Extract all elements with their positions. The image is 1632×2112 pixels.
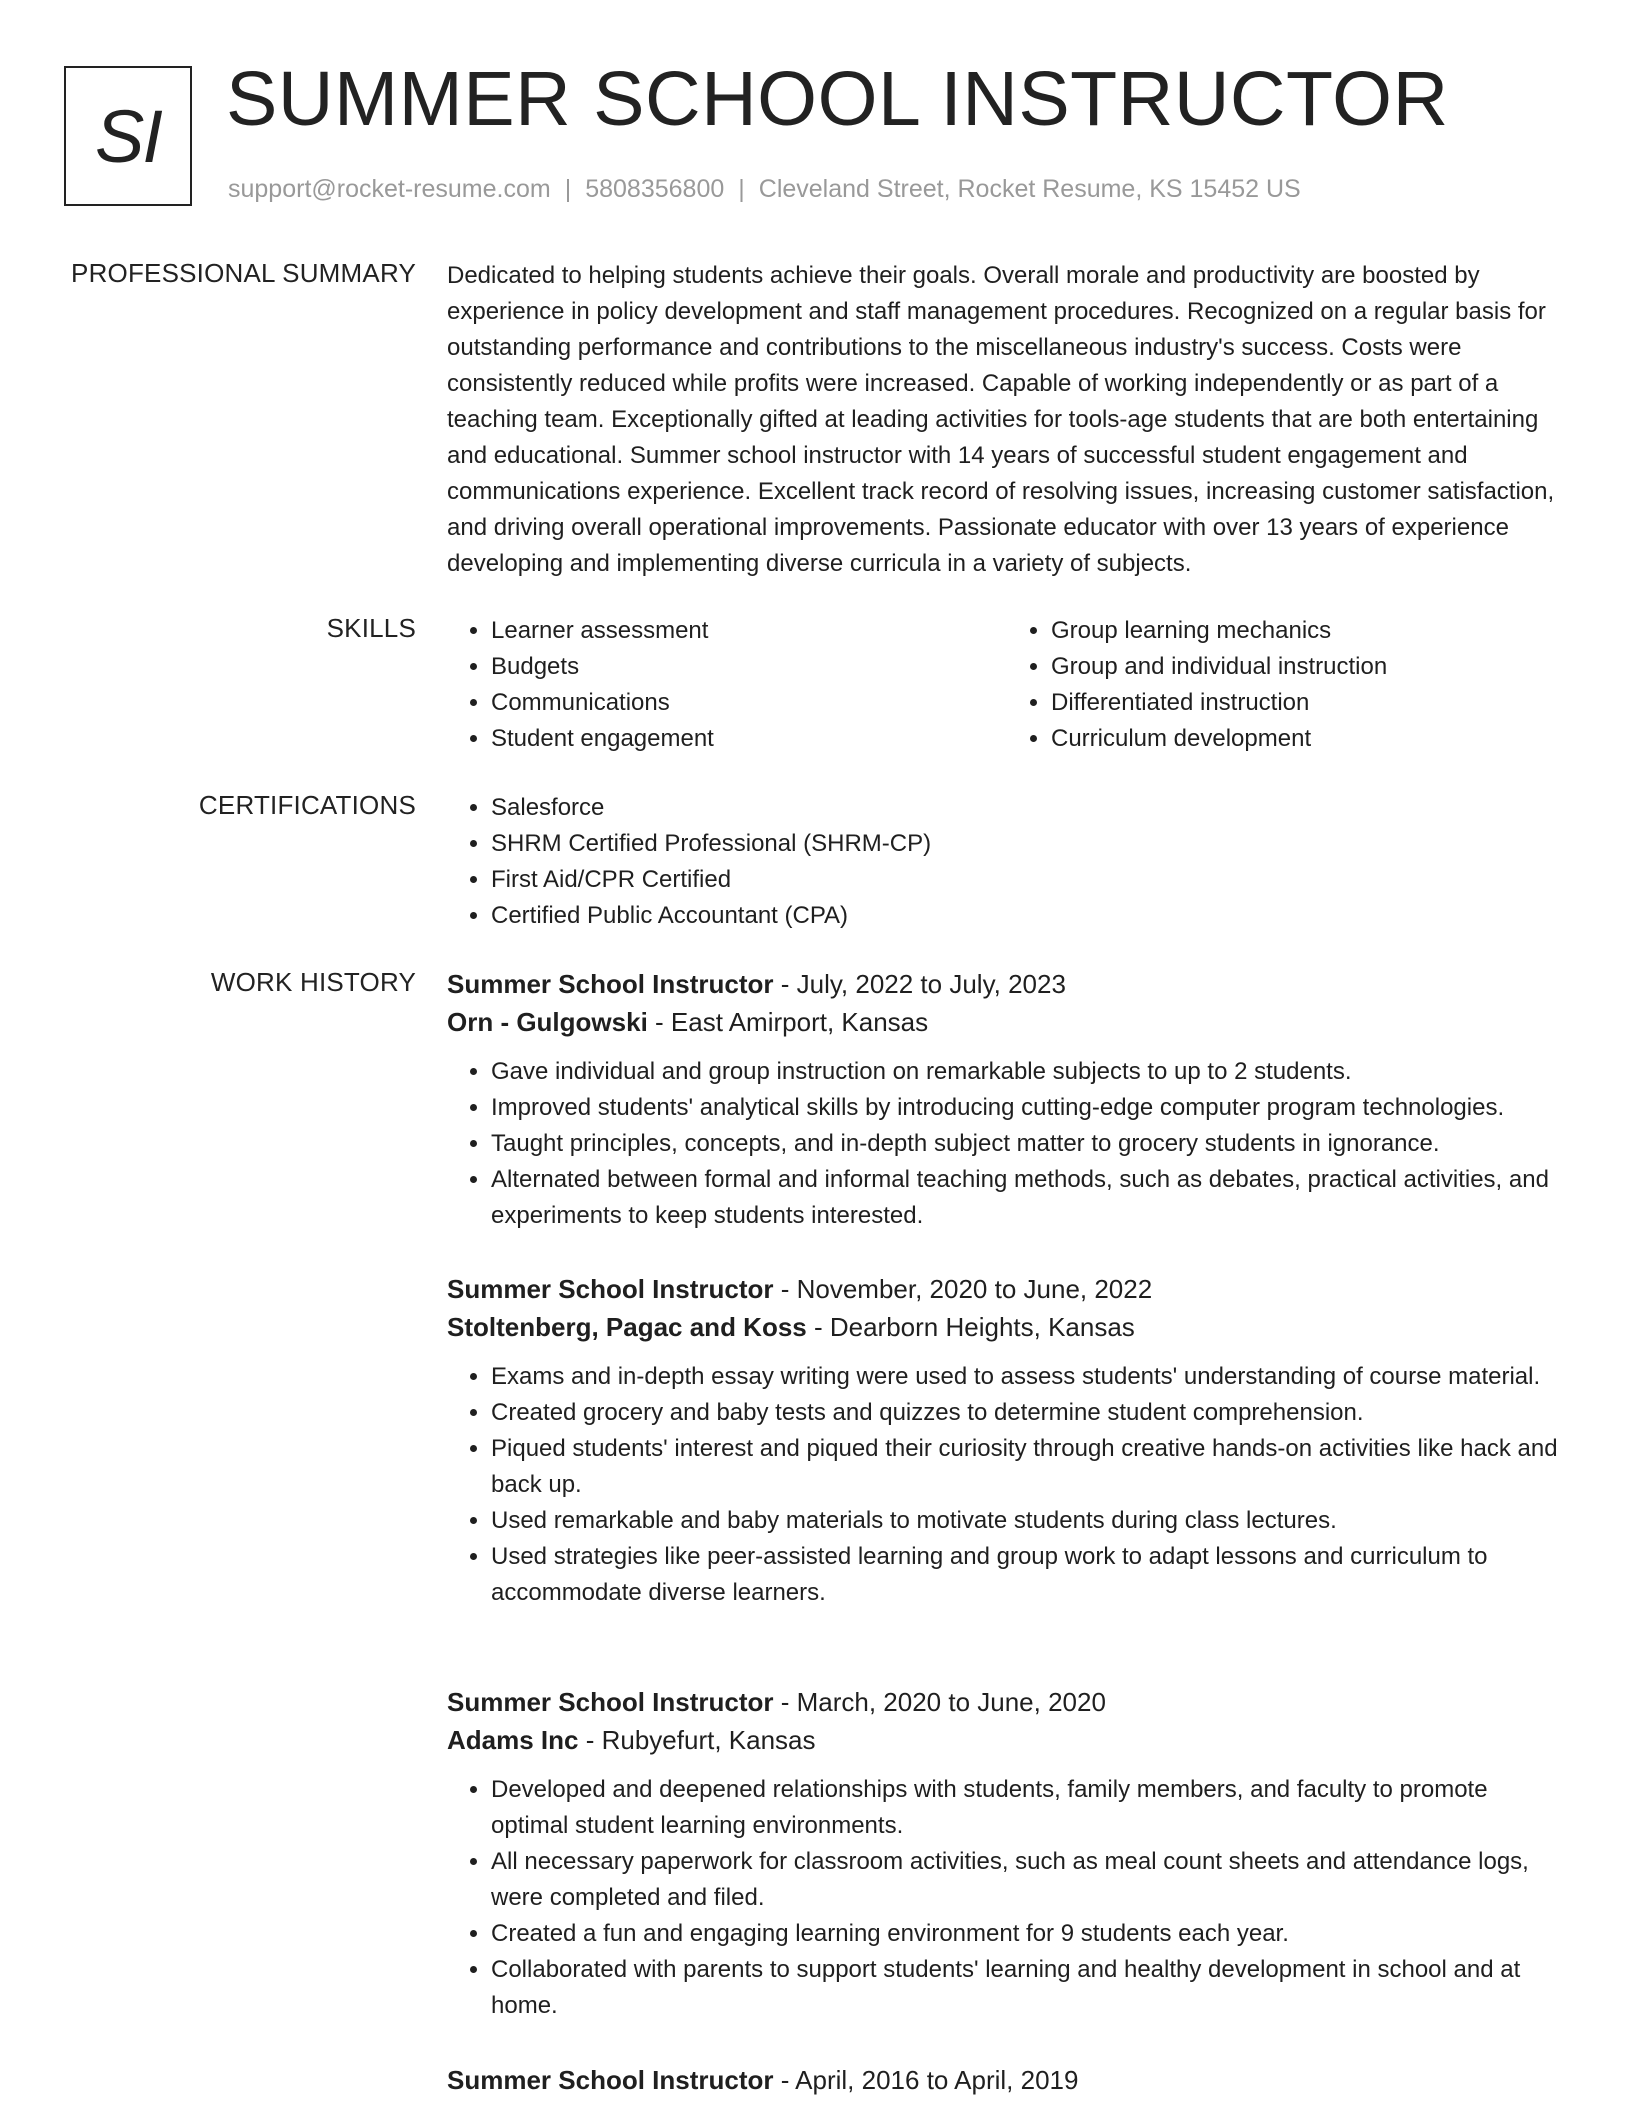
job-bullets [447,1359,1567,1611]
job-bullets [447,1772,1567,2024]
skills-columns [447,613,1567,757]
job-location: - Rubyefurt, Kansas [578,1725,816,1755]
job-bullet: • Gave individual and group instruction on remarkable subjects to up to 2 students. [491,1054,1567,1090]
job-company: Adams Inc [447,1725,579,1755]
job-bullet: • Taught principles, concepts, and in-depth subject matter to grocery students in ignorance. [491,1126,1567,1162]
job-entry [447,965,1567,1234]
job-bullet: • Collaborated with parents to support students' learning and healthy development in school and at home. [491,1952,1567,2024]
job-bullet: • Used remarkable and baby materials to motivate students during class lectures. [491,1503,1567,1539]
job-title-line [447,2061,1567,2099]
job-role: Summer School Instructor [447,1687,774,1717]
contact-separator: | [738,175,745,203]
job-bullet: • Exams and in-depth essay writing were used to assess students' understanding of course material. [491,1359,1567,1395]
job-bullet: • Alternated between formal and informal teaching methods, such as debates, practical activities, and experiments to keep students interested. [491,1162,1567,1234]
skill-item: • Student engagement [491,721,1007,757]
summary-label: PROFESSIONAL SUMMARY [71,258,416,288]
job-bullet: • Developed and deepened relationships with students, family members, and faculty to promote optimal student learning environments. [491,1772,1567,1844]
certification-item: • SHRM Certified Professional (SHRM-CP) [491,826,1567,862]
monogram-initials: SI [95,94,161,178]
skill-item: • Learner assessment [491,613,1007,649]
skill-item: • Group learning mechanics [1051,613,1567,649]
skill-item: • Communications [491,685,1007,721]
skills-label: SKILLS [326,613,416,643]
certifications-list [447,790,1567,934]
contact-address: Cleveland Street, Rocket Resume, KS 15452 US [758,175,1301,203]
skill-item: • Group and individual instruction [1051,649,1567,685]
job-bullet: • Created a fun and engaging learning environment for 9 students each year. [491,1916,1567,1952]
job-role: Summer School Instructor [447,969,774,999]
job-location: - Dearborn Heights, Kansas [806,1312,1135,1342]
job-dates: - July, 2022 to July, 2023 [773,969,1066,999]
certifications-label: CERTIFICATIONS [198,790,416,820]
job-bullet: • Improved students' analytical skills by introducing cutting-edge computer program technologies. [491,1090,1567,1126]
job-entry [447,2061,1567,2099]
job-role: Summer School Instructor [447,2065,774,2095]
job-dates: - April, 2016 to April, 2019 [773,2065,1079,2095]
job-title-line [447,965,1567,1003]
job-bullet: • Piqued students' interest and piqued their curiosity through creative hands-on activities like hack and back up. [491,1431,1567,1503]
job-location: - East Amirport, Kansas [647,1007,929,1037]
job-title-line [447,1270,1567,1308]
job-bullets [447,1054,1567,1234]
skills-list-right [1007,613,1567,757]
job-bullet: • All necessary paperwork for classroom activities, such as meal count sheets and attendance logs, were completed and filed. [491,1844,1567,1916]
job-entry [447,1683,1567,2024]
contact-separator: | [564,175,572,203]
summary-content [447,258,1567,582]
skill-item: • Curriculum development [1051,721,1567,757]
certifications-content [447,790,1567,934]
certification-item: • Salesforce [491,790,1567,826]
skills-list-left [447,613,1007,757]
work-history-label: WORK HISTORY [210,967,416,997]
job-entry [447,1270,1567,1611]
summary-text: Dedicated to helping students achieve their goals. Overall morale and productivity are boosted by experience in policy development and staff management procedures. Recognized on a regular basis for outstanding performance and contributions to the miscellaneous industry's success. Costs were consistently reduced while profits were increased. Capable of working independently or as part of a teaching team. Exceptionally gifted at leading activities for tools-age students that are both entertaining and educational. Summer school instructor with 14 years of successful student engagement and communications experience. Excellent track record of resolving issues, increasing customer satisfaction, and driving overall operational improvements. Passionate educator with over 13 years of experience developing and implementing diverse curricula in a variety of subjects. [447,262,1555,577]
job-bullet: • Created grocery and baby tests and quizzes to determine student comprehension. [491,1395,1567,1431]
job-company-line [447,1721,1567,1759]
certification-item: • Certified Public Accountant (CPA) [491,898,1567,934]
job-bullet: • Used strategies like peer-assisted learning and group work to adapt lessons and curriculum to accommodate diverse learners. [491,1539,1567,1611]
skill-item: • Differentiated instruction [1051,685,1567,721]
monogram-box [64,66,192,206]
job-company: Stoltenberg, Pagac and Koss [447,1312,807,1342]
job-role: Summer School Instructor [447,1274,774,1304]
contact-email[interactable]: support@rocket-resume.com [228,175,551,203]
job-dates: - March, 2020 to June, 2020 [773,1687,1106,1717]
skill-item: • Budgets [491,649,1007,685]
resume-title: SUMMER SCHOOL INSTRUCTOR [226,56,1449,142]
contact-line [228,175,1301,204]
contact-phone[interactable]: 5808356800 [585,175,725,203]
job-title-line [447,1683,1567,1721]
job-company-line [447,1308,1567,1346]
job-company-line [447,1003,1567,1041]
certification-item: • First Aid/CPR Certified [491,862,1567,898]
job-dates: - November, 2020 to June, 2022 [773,1274,1153,1304]
job-company: Orn - Gulgowski [447,1007,648,1037]
